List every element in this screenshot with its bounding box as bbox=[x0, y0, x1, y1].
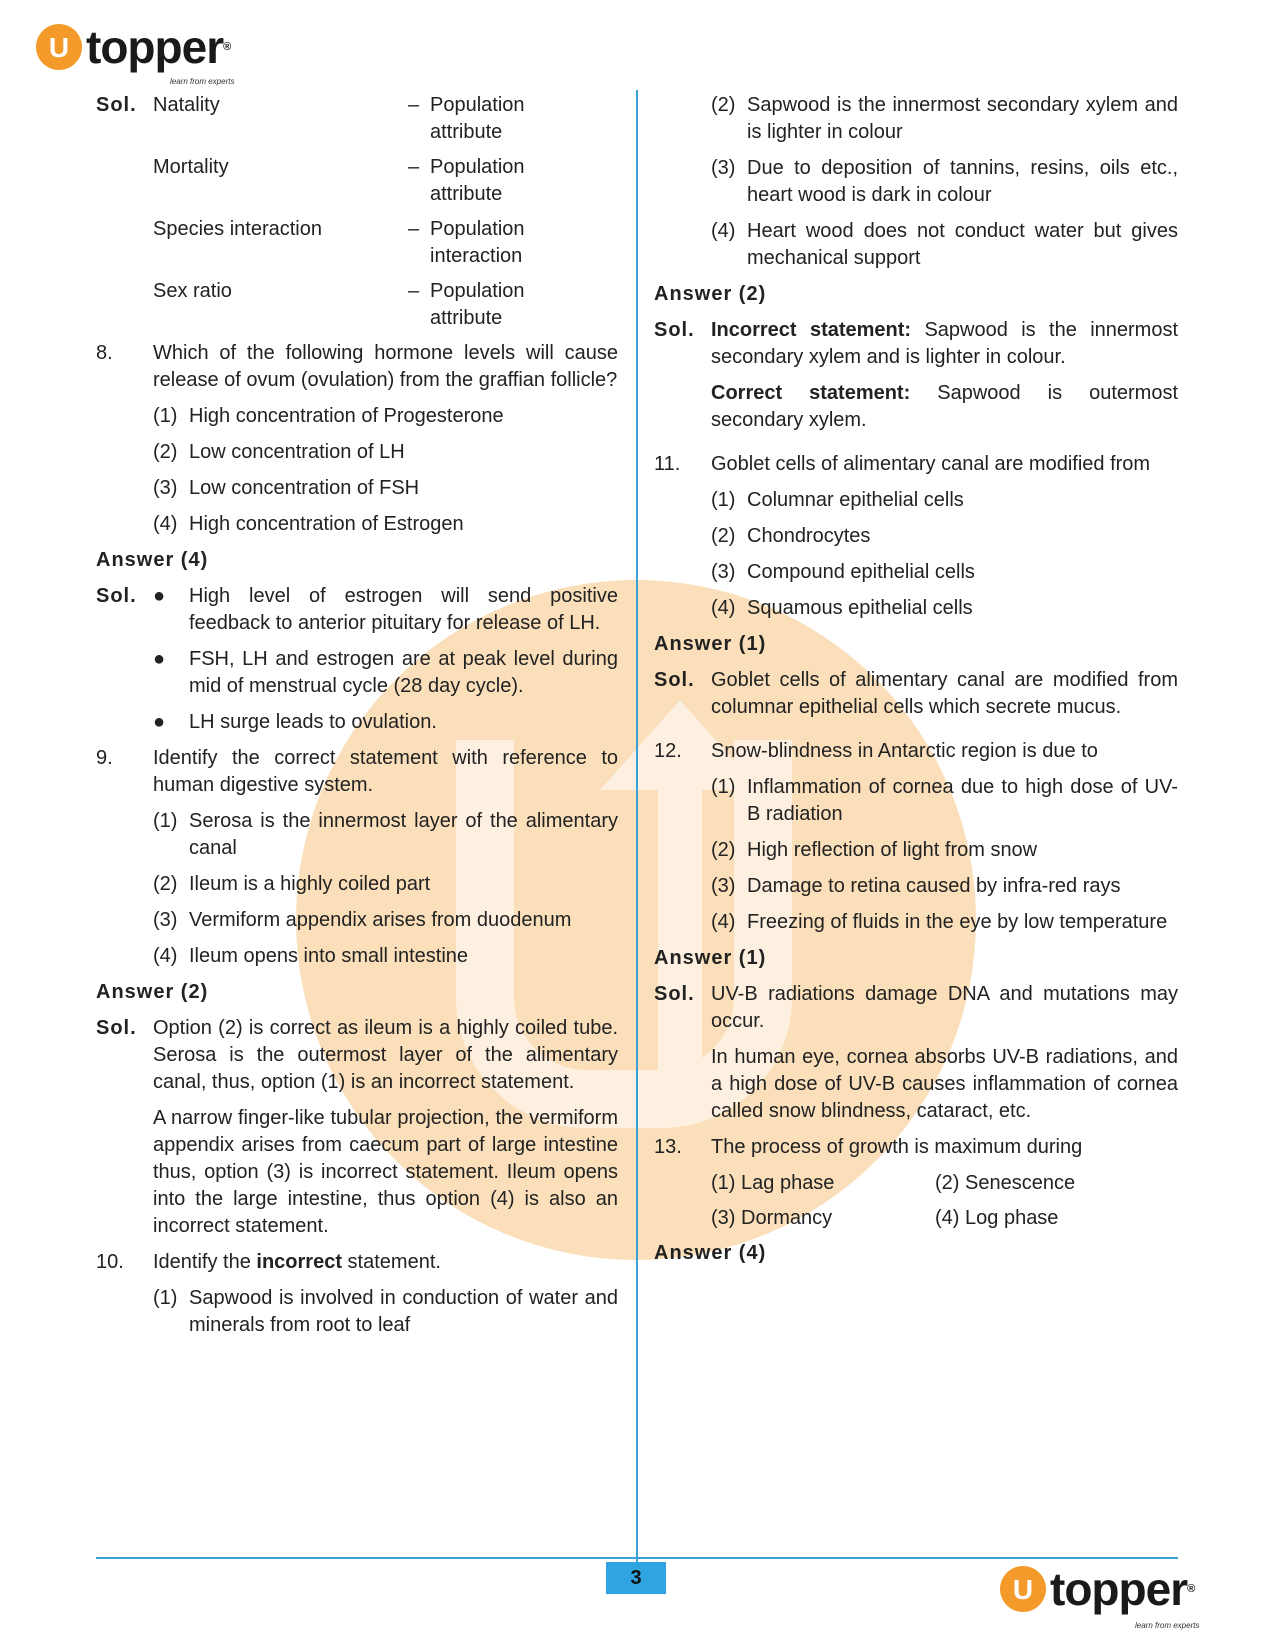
question-12-option: (1) Inflammation of cornea due to high dose of UV-B radiation bbox=[711, 776, 1178, 825]
header-logo bbox=[36, 21, 231, 73]
question-8-option: (2) Low concentration of LH bbox=[153, 441, 405, 463]
solution-12-para2: In human eye, cornea absorbs UV-B radiations, and a high dose of UV-B causes inflammation of cornea called snow blindness, cataract, etc. bbox=[711, 1046, 1178, 1122]
answer-10: Answer (2) bbox=[654, 283, 767, 305]
answer-11: Answer (1) bbox=[654, 633, 767, 655]
question-11: 11. Goblet cells of alimentary canal are modified from bbox=[654, 453, 1151, 475]
question-11-option: (3) Compound epithelial cells bbox=[711, 561, 975, 583]
bullet-icon: ● bbox=[153, 711, 166, 733]
question-13-option-3: (3) Dormancy bbox=[711, 1207, 833, 1229]
question-10: 10. Identify the incorrect statement. bbox=[96, 1251, 441, 1273]
question-9-option: (4) Ileum opens into small intestine bbox=[153, 945, 469, 967]
answer-13: Answer (4) bbox=[654, 1242, 767, 1264]
logo-wordmark: topper® bbox=[1050, 1563, 1195, 1615]
question-13-option-2: (2) Senescence bbox=[935, 1172, 1076, 1194]
question-10-option: (3) Due to deposition of tannins, resins, oils etc., heart wood is dark in colour bbox=[711, 157, 1178, 206]
bullet-icon: ● bbox=[153, 585, 166, 607]
answer-12: Answer (1) bbox=[654, 947, 767, 969]
question-8-option: (1) High concentration of Progesterone bbox=[153, 405, 504, 427]
question-12-option: (3) Damage to retina caused by infra-red rays bbox=[711, 875, 1121, 897]
question-9-option: (1) Serosa is the innermost layer of the alimentary canal bbox=[153, 810, 618, 859]
answer-9: Answer (2) bbox=[96, 981, 209, 1003]
logo-mark-icon: U bbox=[1000, 1566, 1046, 1612]
solution-q7-row: Species interaction – Population interaction bbox=[153, 218, 525, 267]
left-column bbox=[96, 92, 618, 1348]
question-12: 12. Snow-blindness in Antarctic region is due to bbox=[654, 740, 1098, 762]
question-8-options bbox=[96, 403, 618, 538]
question-10-option: (2) Sapwood is the innermost secondary xylem and is lighter in colour bbox=[711, 94, 1178, 143]
question-8-option: (4) High concentration of Estrogen bbox=[153, 513, 464, 535]
question-9: 9. Identify the correct statement with reference to human digestive system. bbox=[96, 745, 618, 799]
question-8: 8. Which of the following hormone levels will cause release of ovum (ovulation) from the graffian follicle? bbox=[96, 340, 618, 394]
solution-q7-row: Mortality – Population attribute bbox=[153, 156, 525, 205]
question-13-options-row2 bbox=[654, 1205, 1178, 1232]
solution-9-para2: A narrow finger-like tubular projection, the vermiform appendix arises from caecum part of large intestine thus, option (3) is incorrect statement. Ileum opens into the large intestine, thus option (4) is also an incorrect statement. bbox=[153, 1107, 618, 1237]
solution-q7-row: Sol. Natality – Population attribute bbox=[96, 94, 525, 143]
solution-8: Sol. ● High level of estrogen will send positive feedback to anterior pituitary for release of LH. ● FSH, LH and estrogen are at peak level during mid of menstrual cycle (28 day cycle). ● LH surge leads to ovulation. bbox=[96, 583, 618, 736]
question-13-options-row1 bbox=[654, 1170, 1178, 1197]
question-8-option: (3) Low concentration of FSH bbox=[153, 477, 420, 499]
question-11-option: (1) Columnar epithelial cells bbox=[711, 489, 964, 511]
question-12-option: (4) Freezing of fluids in the eye by low temperature bbox=[711, 911, 1168, 933]
right-column bbox=[654, 92, 1178, 1276]
solution-q7-row: Sex ratio – Population attribute bbox=[153, 280, 525, 329]
question-9-options bbox=[96, 808, 618, 970]
footer-logo bbox=[1000, 1563, 1195, 1615]
solution-q7-table bbox=[96, 92, 618, 332]
question-12-options bbox=[654, 774, 1178, 936]
question-10-option-1: (1) Sapwood is involved in conduction of water and minerals from root to leaf bbox=[153, 1287, 618, 1336]
answer-8: Answer (4) bbox=[96, 549, 209, 571]
page-number: 3 bbox=[606, 1562, 666, 1594]
question-11-options bbox=[654, 487, 1178, 622]
question-11-option: (4) Squamous epithelial cells bbox=[711, 597, 973, 619]
solution-12: Sol. UV-B radiations damage DNA and mutations may occur. bbox=[654, 983, 1178, 1032]
logo-tagline: learn from experts bbox=[1135, 1621, 1200, 1630]
question-9-option: (3) Vermiform appendix arises from duodenum bbox=[153, 909, 572, 931]
logo-mark-icon: U bbox=[36, 24, 82, 70]
question-12-option: (2) High reflection of light from snow bbox=[711, 839, 1038, 861]
question-10-option: (4) Heart wood does not conduct water but gives mechanical support bbox=[711, 220, 1178, 269]
question-8-text: Which of the following hormone levels will cause release of ovum (ovulation) from the graffian follicle? bbox=[153, 342, 618, 391]
solution-10: Sol. Incorrect statement: Sapwood is the innermost secondary xylem and is lighter in colour. bbox=[654, 319, 1179, 368]
footer-rule bbox=[96, 1557, 1178, 1559]
question-9-option: (2) Ileum is a highly coiled part bbox=[153, 873, 431, 895]
bullet-icon: ● bbox=[153, 648, 166, 670]
question-13-option-4: (4) Log phase bbox=[935, 1207, 1059, 1229]
logo-wordmark: topper® bbox=[86, 21, 231, 73]
solution-10-correct: Correct statement: Sapwood is outermost secondary xylem. bbox=[711, 382, 1179, 431]
question-9-text: Identify the correct statement with reference to human digestive system. bbox=[153, 747, 618, 796]
question-13: 13. The process of growth is maximum during bbox=[654, 1136, 1083, 1158]
question-10-options-cont bbox=[654, 92, 1178, 272]
column-divider bbox=[636, 90, 638, 1585]
question-13-option-1: (1) Lag phase bbox=[711, 1172, 835, 1194]
solution-11: Sol. Goblet cells of alimentary canal are modified from columnar epithelial cells which secrete mucus. bbox=[654, 669, 1178, 718]
logo-tagline: learn from experts bbox=[170, 77, 235, 86]
question-11-option: (2) Chondrocytes bbox=[711, 525, 871, 547]
solution-9: Sol. Option (2) is correct as ileum is a highly coiled tube. Serosa is the outermost layer of the alimentary canal, thus, option (1) is an incorrect statement. bbox=[96, 1017, 618, 1093]
